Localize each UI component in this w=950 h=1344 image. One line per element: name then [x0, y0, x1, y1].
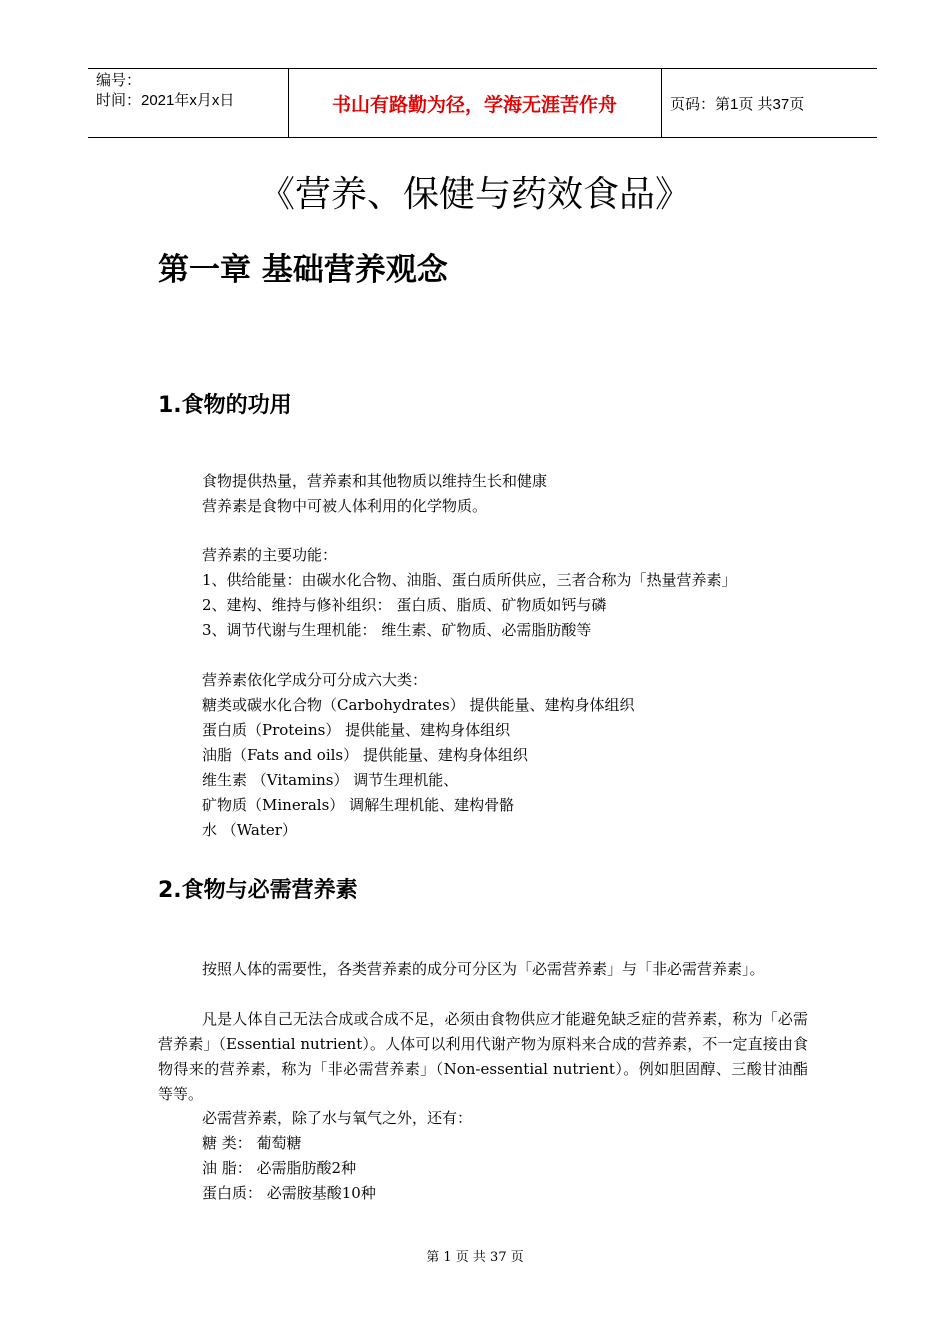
list-item: 糖类或碳水化合物（Carbohydrates） 提供能量、建构身体组织	[202, 696, 635, 714]
list-item: 1、供给能量：由碳水化合物、油脂、蛋白质所供应，三者合称为「热量营养素」	[202, 571, 737, 589]
text-line: 食物提供热量，营养素和其他物质以维持生长和健康	[202, 472, 548, 490]
section-heading: 1.食物的功用	[158, 393, 292, 418]
list-item: 蛋白质： 必需胺基酸10种	[202, 1184, 376, 1202]
document-title: 《营养、保健与药效食品》	[258, 174, 691, 215]
list-item: 蛋白质（Proteins） 提供能量、建构身体组织	[202, 721, 511, 739]
list-item: 水 （Water）	[202, 821, 297, 839]
text-line: 营养素依化学成分可分成六大类：	[202, 671, 428, 689]
list-item: 2、建构、维持与修补组织： 蛋白质、脂质、矿物质如钙与磷	[202, 596, 607, 614]
page-footer: 第 1 页 共 37 页	[426, 1250, 524, 1265]
list-item: 糖 类： 葡萄糖	[202, 1134, 302, 1152]
chapter-heading: 第一章 基础营养观念	[158, 252, 448, 288]
text-line: 必需营养素，除了水与氧气之外，还有：	[202, 1109, 473, 1127]
list-item: 维生素 （Vitamins） 调节生理机能、	[202, 771, 459, 789]
list-item: 油脂（Fats and oils） 提供能量、建构身体组织	[202, 746, 528, 764]
document-header	[88, 68, 877, 138]
header-meta	[96, 71, 234, 111]
paragraph: 凡是人体自己无法合成或合成不足，必须由食物供应才能避免缺乏症的营养素，称为「必需营养素」（Essential nutrient）。人体可以利用代谢产物为原料来合成的营养素，不一定直接由食物得来的营养素，称为「非必需营养素」（Non-essential nutrient）。例如胆固醇、三酸甘油酯等等。	[158, 1010, 808, 1103]
header-divider	[661, 69, 662, 137]
paragraph: 按照人体的需要性，各类营养素的成分可分区为「必需营养素」与「非必需营养素」。	[202, 960, 765, 978]
list-item: 3、调节代谢与生理机能： 维生素、矿物质、必需脂肪酸等	[202, 621, 592, 639]
header-motto: 书山有路勤为径，学海无涯苦作舟	[331, 93, 617, 116]
list-item: 矿物质（Minerals） 调解生理机能、建构骨骼	[202, 796, 515, 814]
text-line: 营养素是食物中可被人体利用的化学物质。	[202, 497, 488, 515]
section-heading: 2.食物与必需营养素	[158, 878, 358, 903]
header-page-info: 页码：第1页 共37页	[670, 96, 805, 113]
list-item: 油 脂： 必需脂肪酸2种	[202, 1159, 357, 1177]
number-label: 编号：	[96, 72, 142, 89]
text-line: 营养素的主要功能：	[202, 546, 338, 564]
time-label: 时间：2021年x月x日	[96, 92, 235, 109]
